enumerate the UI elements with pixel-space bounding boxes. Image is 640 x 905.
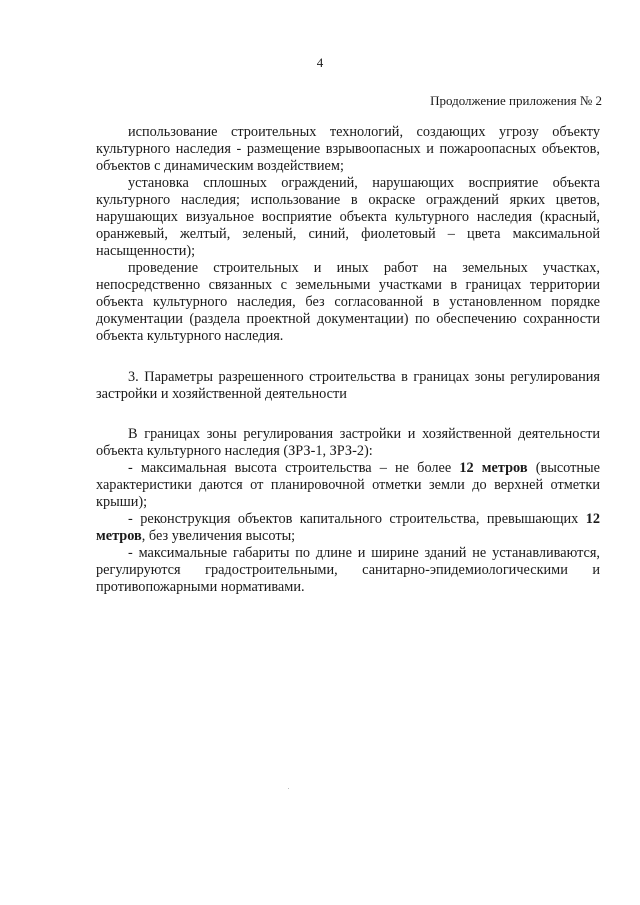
page-number: 4 xyxy=(316,55,324,70)
appendix-note: Продолжение приложения № 2 xyxy=(430,93,602,108)
list-item-text: - максимальная высота строительства – не более xyxy=(128,460,460,476)
document-body xyxy=(96,124,600,596)
height-value: 12 метров xyxy=(459,460,528,476)
paragraph-zone-intro: В границах зоны регулирования застройки и хозяйственной деятельности объекта культурного наследия (ЗРЗ-1, ЗРЗ-2): xyxy=(96,426,600,459)
section-3-heading: 3. Параметры разрешенного строительства в границах зоны регулирования застройки и хозяйственной деятельности xyxy=(96,369,600,402)
list-item-max-height xyxy=(96,460,600,511)
list-item-text: (высотные характеристики даются от планировочной отметки земли до верхней отметки крыши); xyxy=(96,460,600,510)
paragraph-works: проведение строительных и иных работ на земельных участках, непосредственно связанных с земельными участками в границах территории объекта культурного наследия, без согласованной в установленном порядке документации (раздела проектной документации) по обеспечению сохранности объекта культурного наследия. xyxy=(96,260,600,344)
paragraph-construction-technologies: использование строительных технологий, создающих угрозу объекту культурного наследия - размещение взрывоопасных и пожароопасных объектов, объектов с динамическим воздействием; xyxy=(96,124,600,174)
scan-speck xyxy=(288,788,289,789)
list-item-text: , без увеличения высоты; xyxy=(141,528,296,544)
list-item-text: - реконструкция объектов капитального строительства, превышающих xyxy=(128,511,586,527)
list-item-dimensions: - максимальные габариты по длине и ширине зданий не устанавливаются, регулируются градостроительными, санитарно-эпидемиологическими и противопожарными нормативами. xyxy=(96,545,600,595)
height-value: 12 метров xyxy=(96,511,600,544)
list-item-reconstruction xyxy=(96,511,600,545)
paragraph-fences: установка сплошных ограждений, нарушающих восприятие объекта культурного наследия; использование в окраске ограждений ярких цветов, нарушающих визуальное восприятие объекта культурного наследия (красный, оранжевый, желтый, зеленый, синий, фиолетовый – цвета максимальной насыщенности); xyxy=(96,175,600,259)
